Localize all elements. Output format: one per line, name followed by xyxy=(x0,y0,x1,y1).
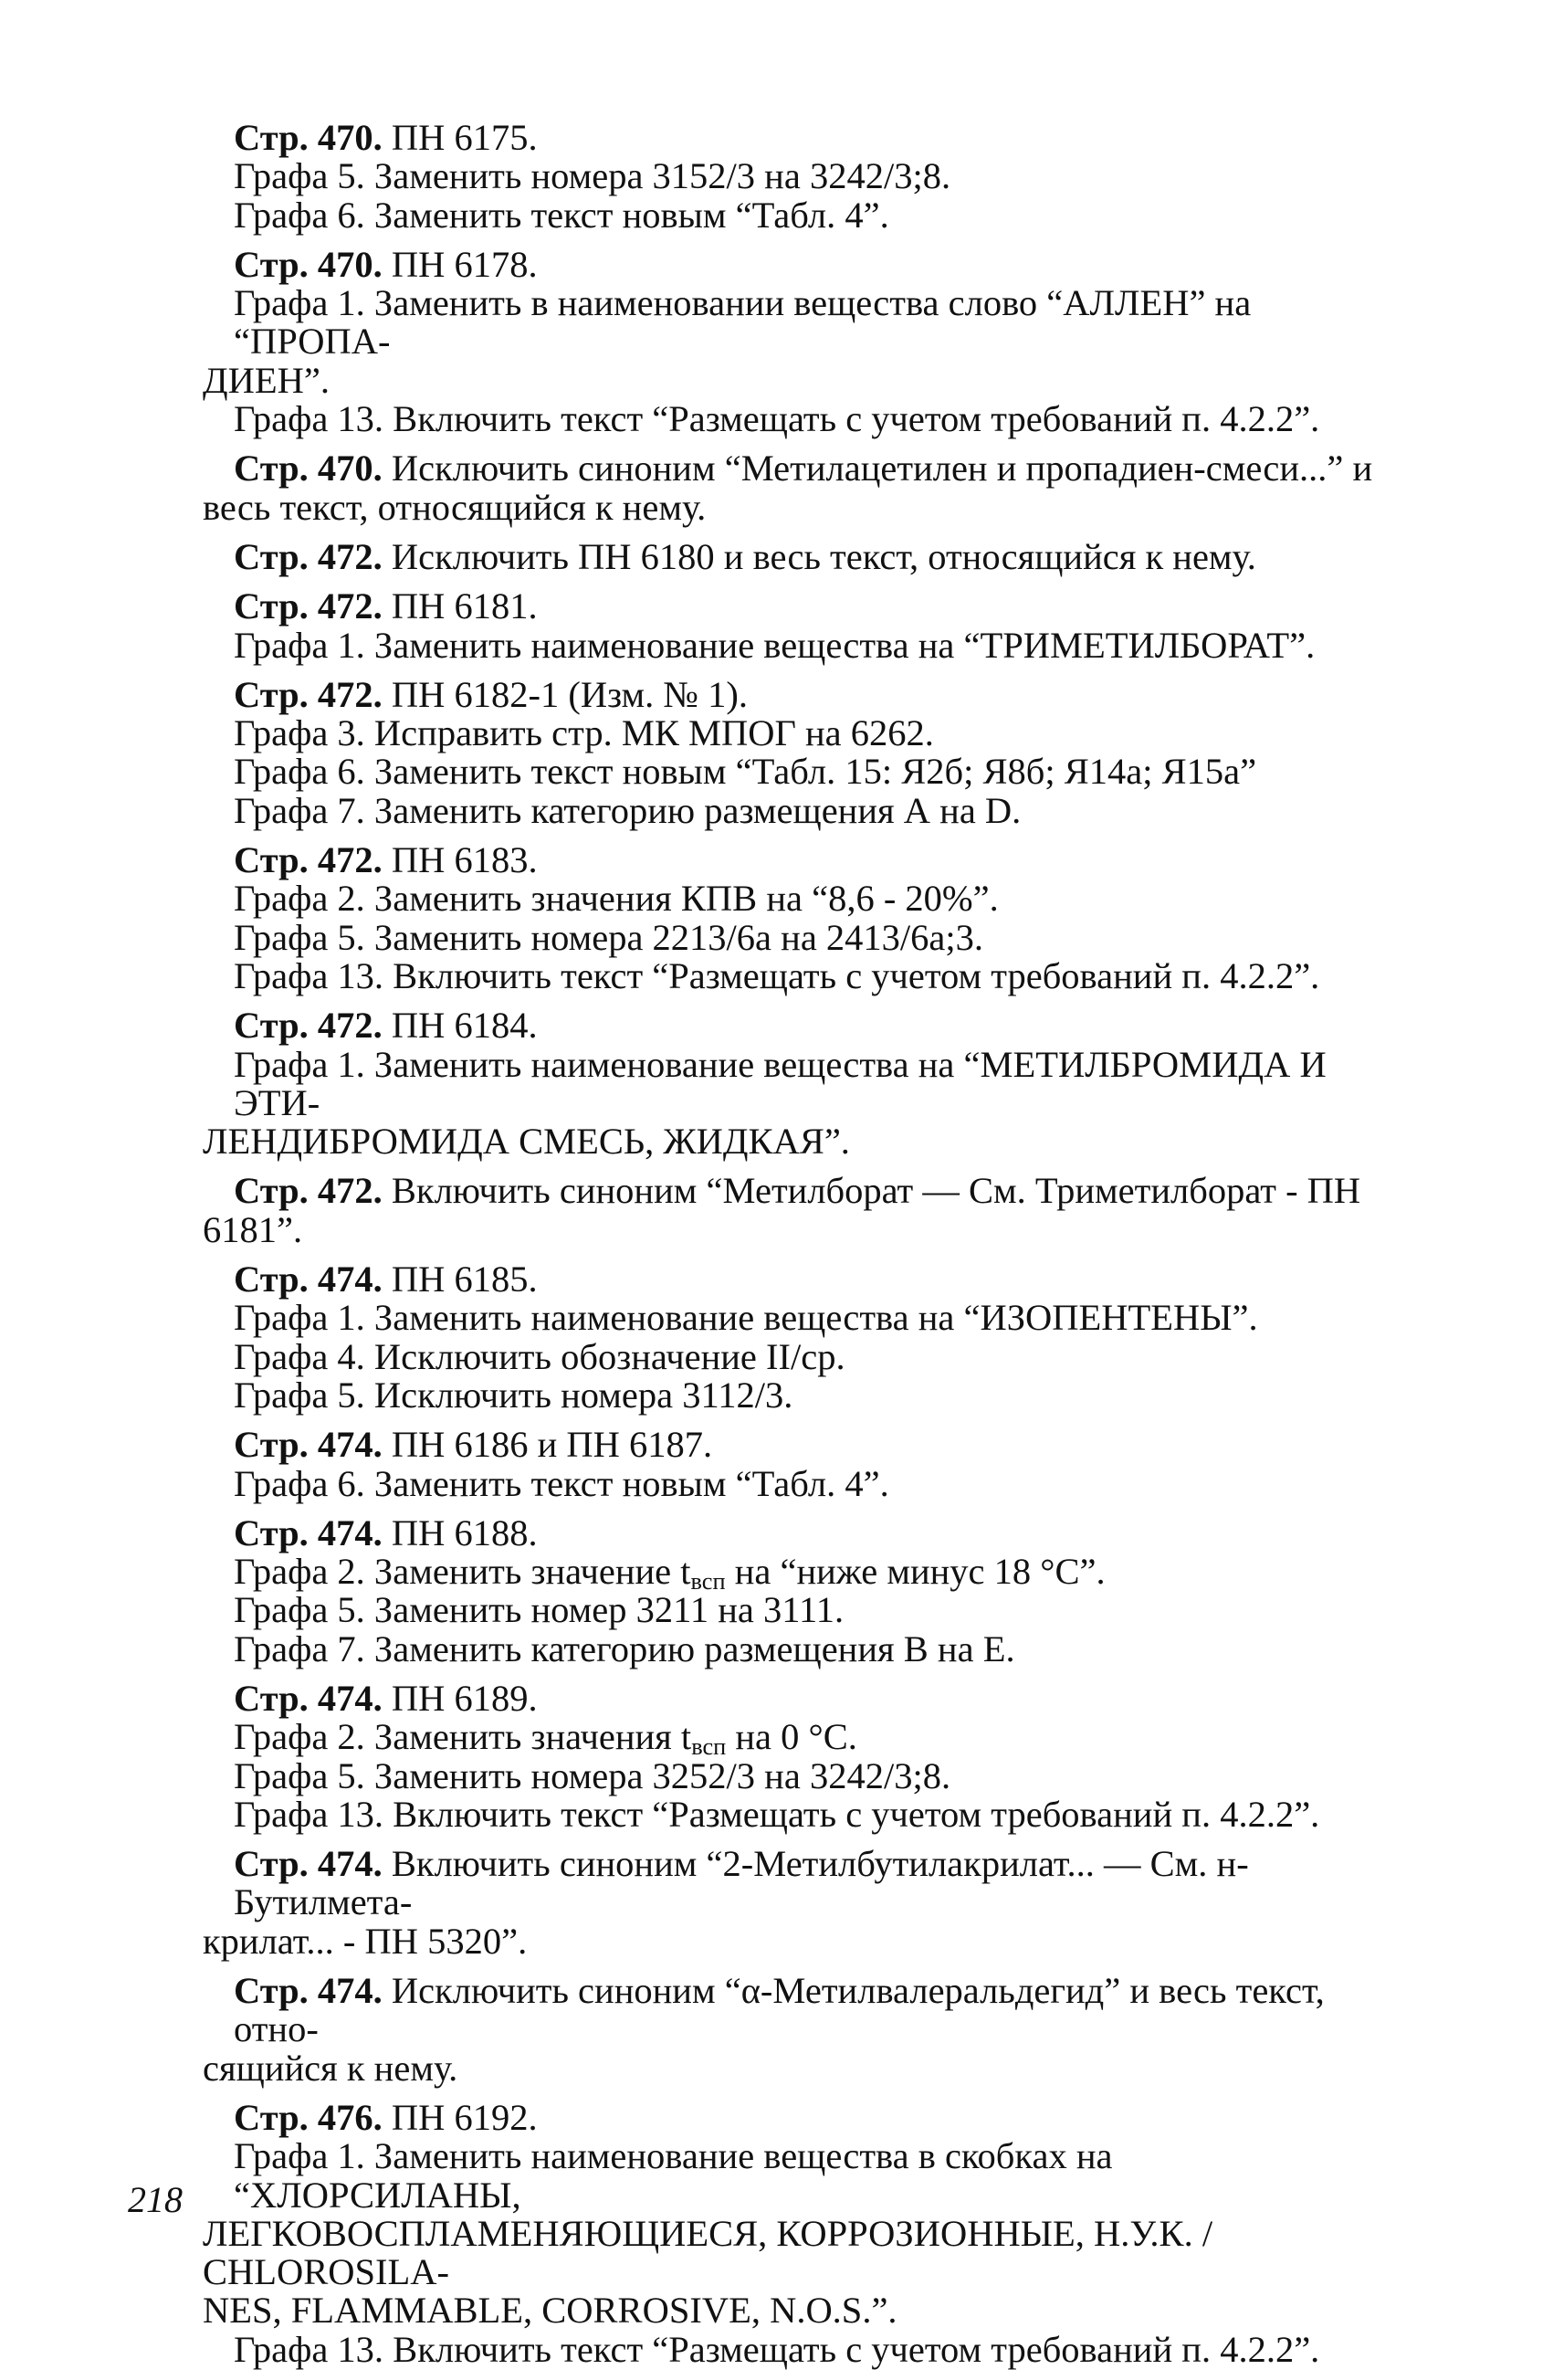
amendment-entry xyxy=(203,449,1408,527)
column-instruction: Графа 1. Заменить наименование вещества в скобках на “ХЛОРСИЛАНЫ, xyxy=(234,2135,1113,2216)
amendment-entry xyxy=(203,587,1408,665)
amendment-entry xyxy=(203,535,1408,577)
entry-heading xyxy=(203,449,1408,488)
page-reference: Стр. 474. xyxy=(234,1424,383,1466)
column-instruction: Графа 3. Исправить стр. МК МПОГ на 6262. xyxy=(234,712,934,754)
amendment-entry xyxy=(203,243,1408,440)
entry-heading xyxy=(203,587,1408,626)
amendment-entry xyxy=(203,1426,1408,1503)
entry-heading-text: ПН 6183. xyxy=(382,839,538,881)
continuation-line: 6181”. xyxy=(203,1208,303,1250)
page-reference: Стр. 472. xyxy=(234,1005,383,1047)
page-reference: Стр. 472. xyxy=(234,1170,383,1212)
column-instruction: Графа 1. Заменить наименование вещества на “ИЗОПЕНТЕНЫ”. xyxy=(234,1297,1258,1339)
entry-heading-text: ПН 6178. xyxy=(382,243,538,285)
entry-heading-text: ПН 6185. xyxy=(382,1258,538,1301)
amendment-entry xyxy=(203,1006,1408,1161)
entry-heading-text: ПН 6188. xyxy=(382,1511,538,1553)
column-instruction: Графа 5. Заменить номера 2213/6а на 2413/6а;3. xyxy=(234,916,984,958)
page-reference: Стр. 470. xyxy=(234,117,383,158)
continuation-line: сящийся к нему. xyxy=(203,2047,458,2089)
entry-heading xyxy=(203,1006,1408,1045)
entry-heading xyxy=(203,1845,1408,1922)
amendment-entry xyxy=(203,1845,1408,1961)
page-number: 218 xyxy=(128,2179,183,2220)
amendment-entry xyxy=(203,2096,1408,2370)
amendment-entry xyxy=(203,1511,1408,1669)
amendment-entry xyxy=(203,119,1408,235)
entry-heading xyxy=(203,535,1408,577)
page-reference: Стр. 474. xyxy=(234,1258,383,1301)
entry-heading-text: ПН 6175. xyxy=(382,117,538,158)
page-reference: Стр. 474. xyxy=(234,1843,383,1885)
column-instruction: Графа 13. Включить текст “Размещать с учетом требований п. 4.2.2”. xyxy=(234,2328,1320,2370)
column-instruction: Графа 13. Включить текст “Размещать с учетом требований п. 4.2.2”. xyxy=(234,398,1320,440)
continuation-line: ЛЕНДИБРОМИДА СМЕСЬ, ЖИДКАЯ”. xyxy=(203,1121,850,1163)
amendment-entry xyxy=(203,1172,1408,1249)
page-reference: Стр. 472. xyxy=(234,585,383,627)
column-instruction: Графа 6. Заменить текст новым “Табл. 4”. xyxy=(234,1462,889,1504)
column-instruction: Графа 5. Исключить номера 3112/3. xyxy=(234,1374,793,1416)
column-instruction: Графа 7. Заменить категорию размещения В на Е. xyxy=(234,1627,1015,1669)
column-instruction: Графа 1. Заменить наименование вещества на “ТРИМЕТИЛБОРАТ”. xyxy=(234,624,1316,666)
column-instruction: Графа 2. Заменить значение $t_{всп}$ на “ниже минус 18 °С”. xyxy=(234,1551,1106,1595)
page-reference: Стр. 470. xyxy=(234,243,383,285)
amendment-entry xyxy=(203,1677,1408,1835)
entry-heading-text: Включить синоним “Метилборат — См. Триметилборат - ПН xyxy=(382,1170,1361,1212)
page-reference: Стр. 474. xyxy=(234,1511,383,1553)
page-reference: Стр. 472. xyxy=(234,673,383,715)
continuation-line: NES, FLAMMABLE, CORROSIVE, N.O.S.”. xyxy=(203,2290,897,2332)
entry-heading xyxy=(203,243,1408,285)
page-reference: Стр. 470. xyxy=(234,448,383,490)
continuation-line: ЛЕГКОВОСПЛАМЕНЯЮЩИЕСЯ, КОРРОЗИОННЫЕ, Н.У.К. / CHLOROSILA- xyxy=(203,2212,1213,2293)
column-instruction: Графа 13. Включить текст “Размещать с учетом требований п. 4.2.2”. xyxy=(234,954,1320,996)
entry-heading-text: ПН 6189. xyxy=(382,1677,538,1719)
entry-heading-text: ПН 6186 и ПН 6187. xyxy=(382,1424,713,1466)
document-body xyxy=(203,119,1408,2380)
entry-heading-text: ПН 6181. xyxy=(382,585,538,627)
page-reference: Стр. 472. xyxy=(234,839,383,881)
column-instruction: Графа 7. Заменить категорию размещения А на D. xyxy=(234,789,1022,831)
continuation-line: ДИЕН”. xyxy=(203,359,330,401)
entry-heading-text: Исключить ПН 6180 и весь текст, относящийся к нему. xyxy=(382,535,1256,577)
entry-heading-text: ПН 6182-1 (Изм. № 1). xyxy=(382,673,749,715)
column-instruction: Графа 2. Заменить значения $t_{всп}$ на 0 °С. xyxy=(234,1716,857,1761)
column-instruction: Графа 1. Заменить в наименовании вещества слово “АЛЛЕН” на “ПРОПА- xyxy=(234,282,1252,363)
column-instruction: Графа 13. Включить текст “Размещать с учетом требований п. 4.2.2”. xyxy=(234,1793,1320,1835)
entry-heading xyxy=(203,1426,1408,1464)
page-reference: Стр. 474. xyxy=(234,1970,383,2012)
entry-heading xyxy=(203,1972,1408,2049)
entry-heading xyxy=(203,1172,1408,1210)
entry-heading xyxy=(203,119,1408,157)
page-reference: Стр. 474. xyxy=(234,1677,383,1719)
column-instruction: Графа 2. Заменить значения КПВ на “8,6 - 20%”. xyxy=(234,878,999,920)
amendment-entry xyxy=(203,673,1408,831)
entry-heading xyxy=(203,1260,1408,1299)
entry-heading xyxy=(203,1677,1408,1719)
column-instruction: Графа 4. Исключить обозначение II/ср. xyxy=(234,1335,845,1377)
entry-heading-text: ПН 6184. xyxy=(382,1005,538,1047)
amendment-entry xyxy=(203,1260,1408,1415)
amendment-entry xyxy=(203,1972,1408,2088)
entry-heading-text: Исключить синоним “α-Метилвалеральдегид” и весь текст, отно- xyxy=(234,1970,1325,2050)
entry-heading xyxy=(203,673,1408,715)
entry-heading-text: ПН 6192. xyxy=(382,2096,538,2138)
entry-heading-text: Исключить синоним “Метилацетилен и пропадиен-смеси...” и xyxy=(382,448,1373,490)
column-instruction: Графа 1. Заменить наименование вещества на “МЕТИЛБРОМИДА И ЭТИ- xyxy=(234,1043,1327,1123)
column-instruction: Графа 5. Заменить номера 3252/3 на 3242/3;8. xyxy=(234,1754,951,1796)
continuation-line: крилат... - ПН 5320”. xyxy=(203,1920,528,1962)
entry-heading-text: Включить синоним “2-Метилбутилакрилат... — См. н-Бутилмета- xyxy=(234,1843,1249,1923)
entry-heading xyxy=(203,841,1408,879)
column-instruction: Графа 5. Заменить номер 3211 на 3111. xyxy=(234,1589,845,1631)
page-reference: Стр. 472. xyxy=(234,535,383,577)
continuation-line: весь текст, относящийся к нему. xyxy=(203,486,707,528)
entry-heading xyxy=(203,1511,1408,1553)
page-reference: Стр. 476. xyxy=(234,2096,383,2138)
column-instruction: Графа 6. Заменить текст новым “Табл. 4”. xyxy=(234,194,889,236)
column-instruction: Графа 6. Заменить текст новым “Табл. 15: Я2б; Я8б; Я14а; Я15а” xyxy=(234,751,1257,793)
entry-heading xyxy=(203,2096,1408,2138)
column-instruction: Графа 5. Заменить номера 3152/3 на 3242/3;8. xyxy=(234,155,951,197)
amendment-entry xyxy=(203,841,1408,995)
